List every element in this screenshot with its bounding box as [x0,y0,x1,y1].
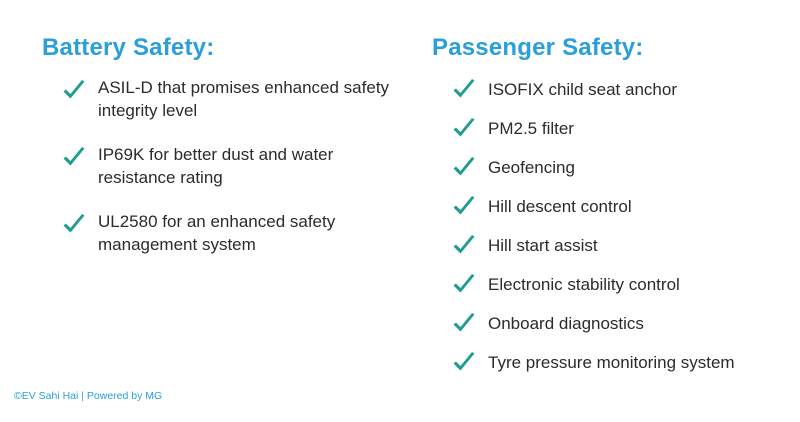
checkmark-icon [62,213,86,235]
list-item [62,76,402,122]
passenger-safety-heading: Passenger Safety: [432,34,644,61]
checkmark-icon [452,351,476,373]
checkmark-icon [452,78,476,100]
list-item-label: Tyre pressure monitoring system [488,352,735,372]
list-item [452,349,772,375]
list-item-label: Electronic stability control [488,274,680,294]
checkmark-icon [62,146,86,168]
battery-safety-section [42,34,402,277]
list-item-label: UL2580 for an enhanced safety management system [98,212,336,254]
checkmark-icon [452,273,476,295]
passenger-safety-list [432,76,772,375]
list-item [452,271,772,297]
checkmark-icon [452,234,476,256]
list-item-label: ISOFIX child seat anchor [488,79,677,99]
checkmark-icon [452,312,476,334]
list-item [452,76,772,102]
passenger-safety-section [432,34,772,388]
list-item [62,210,402,256]
list-item-label: IP69K for better dust and water resistance rating [98,145,334,187]
list-item [62,143,402,189]
list-item [452,154,772,180]
list-item [452,115,772,141]
list-item [452,232,772,258]
checkmark-icon [452,195,476,217]
list-item-label: Geofencing [488,157,575,177]
list-item-label: Onboard diagnostics [488,313,644,333]
checkmark-icon [452,156,476,178]
list-item [452,193,772,219]
checkmark-icon [452,117,476,139]
list-item [452,310,772,336]
battery-safety-heading: Battery Safety: [42,34,215,61]
battery-safety-list [42,76,402,256]
list-item-label: Hill descent control [488,196,632,216]
list-item-label: Hill start assist [488,235,598,255]
checkmark-icon [62,79,86,101]
copyright-footer: ©EV Sahi Hai | Powered by MG [14,390,163,402]
list-item-label: ASIL-D that promises enhanced safety integrity level [98,78,390,120]
list-item-label: PM2.5 filter [488,118,574,138]
